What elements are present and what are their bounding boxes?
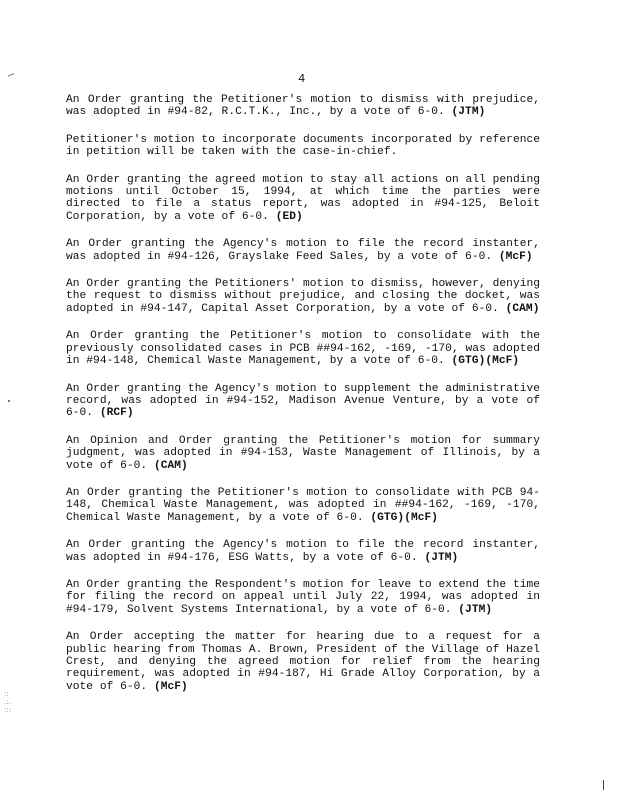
paragraph-initials: (McF) (498, 250, 533, 263)
paragraph-text: An Order granting the Respondent's motion for leave to extend the time for filing the record on appeal until July 22, 1994, was adopted in #94-179, Solvent Systems International, by a vote of 6-0. (66, 578, 540, 616)
paragraph (66, 174, 540, 224)
paragraph-initials: (ED) (275, 210, 303, 223)
scan-artifact-mark: ∼ (5, 68, 18, 83)
paragraph-text: Petitioner's motion to incorporate documents incorporated by reference in petition will be taken with the case-in-chief. (66, 133, 540, 159)
paragraph (66, 383, 540, 420)
scan-artifact-line (603, 780, 604, 790)
paragraph-initials: (CAM) (505, 302, 540, 315)
paragraph-text: An Order granting the Petitioners' motion to dismiss, however, denying the request to dismiss without prejudice, and closing the docket, was adopted in #94-147, Capital Asset Corporation, by a vote of 6-0. (66, 278, 540, 315)
paragraph-text: An Order granting the agreed motion to stay all actions on all pending motions until October 15, 1994, at which time the parties were directed to file a status report, was adopted in #94-125, Beloit Corporation, by a vote of 6-0. (66, 173, 540, 223)
paragraph-initials: (CAM) (153, 459, 188, 472)
paragraph-initials: (JTM) (424, 551, 459, 564)
paragraph-text: An Order accepting the matter for hearing due to a request for a public hearing from Thomas A. Brown, President of the Village of Hazel Crest, and denying the agreed motion for relief from the hearing requirement, was adopted in #94-187, Hi Grade Alloy Corporation, by a vote of 6-0. (66, 631, 540, 693)
paragraph-initials: (GTG)(McF) (370, 511, 439, 524)
paragraph-initials: (McF) (153, 680, 188, 693)
page-number: 4 (298, 72, 306, 86)
paragraph-initials: (JTM) (458, 603, 493, 616)
paragraph (66, 134, 540, 159)
paragraph-initials: (RCF) (99, 407, 134, 420)
paragraph (66, 579, 540, 616)
paragraph (66, 631, 540, 693)
paragraph (66, 330, 540, 367)
paragraph-text: An Order granting the Petitioner's motion to dismiss with prejudice, was adopted in #94-82, R.C.T.K., Inc., by a vote of 6-0. (66, 94, 540, 119)
paragraph-text: An Order granting the Agency's motion to file the record instanter, was adopted in #94-126, Grayslake Feed Sales, by a vote of 6-0. (66, 238, 540, 263)
paragraph-text: An Opinion and Order granting the Petitioner's motion for summary judgment, was adopted in #94-153, Waste Management of Illinois, by a vote of 6-0. (66, 434, 540, 472)
paragraph (66, 94, 540, 119)
paragraph (66, 278, 540, 315)
scan-artifact-smudge: :: .:. ::: (4, 690, 12, 714)
paragraph-initials: (JTM) (451, 106, 486, 119)
paragraph (66, 435, 540, 472)
document-body (66, 94, 540, 708)
paragraph-initials: (GTG)(McF) (451, 355, 520, 368)
paragraph (66, 539, 540, 564)
paragraph-text: An Order granting the Agency's motion to file the record instanter, was adopted in #94-176, ESG Watts, by a vote of 6-0. (66, 539, 540, 564)
paragraph-text: An Order granting the Petitioner's motion to consolidate with the previously consolidated cases in PCB ##94-162, -169, -170, was adopted in #94-148, Chemical Waste Management, by a vote of 6-0. (66, 330, 540, 368)
paragraph-text: An Order granting the Agency's motion to supplement the administrative record, was adopted in #94-152, Madison Avenue Venture, by a vote of 6-0. (66, 382, 540, 420)
scan-artifact-dot (8, 400, 10, 402)
paragraph (66, 487, 540, 524)
paragraph (66, 238, 540, 263)
paragraph-text: An Order granting the Petitioner's motion to consolidate with PCB 94-148, Chemical Waste Management, was adopted in ##94-162, -169, -170, Chemical Waste Management, by a vote of 6-0. (66, 486, 540, 524)
